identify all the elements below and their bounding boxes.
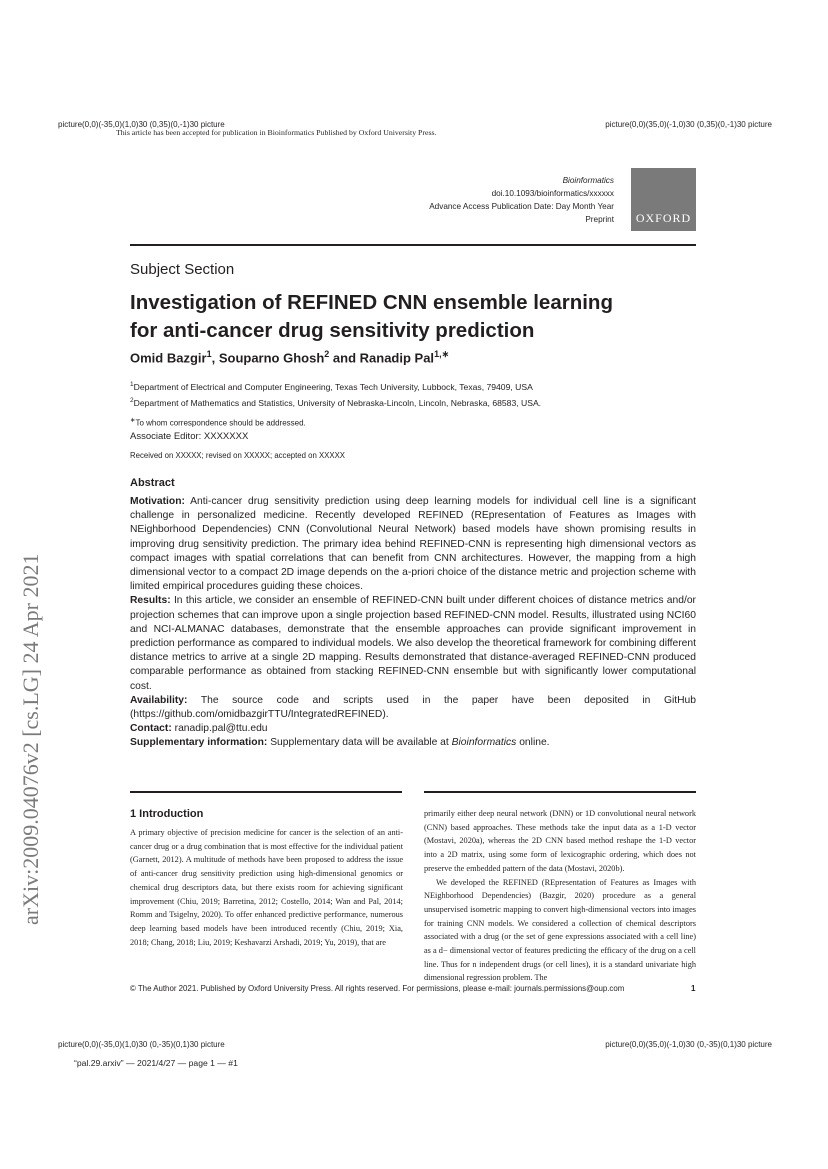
abstract-results	[130, 594, 696, 693]
supplementary-label: Supplementary information:	[130, 737, 268, 749]
advance-access: Advance Access Publication Date: Day Month Year	[429, 202, 614, 211]
intro-paragraph: A primary objective of precision medicine for cancer is the selection of an anti-cancer drug or a drug combination that is most effective for the individual patient (Garnett, 2012). A multitude of methods have been proposed to address the issue of anti-cancer drug sensitivity prediction using high-dimensional genomics or chemical drug descriptors data, but there exists room for achieving significant improvement (Chiu, 2019; Barretina, 2012; Costello, 2014; Wan and Pal, 2014; Romm and Tsigelny, 2020). To offer enhanced predictive performance, numerous deep learning based models have been introduced recently (Chiu, 2019; Xia, 2018; Chang, 2018; Liu, 2019; Keshavarzi Arshadi, 2019; Yu, 2019), that are	[130, 828, 403, 947]
abstract-motivation	[130, 495, 696, 594]
affiliation-text: Department of Electrical and Computer Engineering, Texas Tech University, Lubbock, Texas, 79409, USA	[133, 381, 533, 392]
supplementary-text: Supplementary data will be available at	[270, 737, 449, 749]
correspondence-sup: ∗	[130, 417, 136, 424]
intro-right-column	[424, 807, 696, 985]
author-sup: 1	[206, 349, 212, 359]
availability-text: The source code and scripts used in the paper have been deposited in GitHub (https://github.com/omidbazgirTTU/IntegratedREFINED).	[130, 694, 696, 721]
author-separator: and	[329, 350, 360, 366]
author-sup: 1,∗	[434, 349, 450, 359]
availability-label: Availability:	[130, 694, 188, 706]
correspondence-text: To whom correspondence should be addressed.	[135, 418, 306, 428]
title-line-2: for anti-cancer drug sensitivity prediction	[130, 319, 535, 342]
contact-label: Contact:	[130, 723, 172, 735]
abstract-contact	[130, 722, 696, 736]
affiliation-sup: 1	[130, 381, 134, 388]
author-list	[130, 349, 449, 365]
affiliation-1	[130, 378, 541, 394]
oxford-logo-text: OXFORD	[635, 211, 692, 225]
title-line-1: Investigation of REFINED CNN ensemble learning	[130, 291, 613, 314]
journal-meta	[314, 174, 614, 226]
associate-editor: Associate Editor: XXXXXXX	[130, 431, 249, 442]
author-separator: ,	[211, 350, 219, 366]
latex-artifact-bottom-right: picture(0,0)(35,0)(-1,0)30 (0,-35)(0,1)30 picture	[605, 1040, 772, 1049]
affiliations	[130, 378, 541, 410]
affiliation-2	[130, 394, 541, 410]
received-dates: Received on XXXXX; revised on XXXXX; accepted on XXXXX	[130, 451, 345, 460]
page-title	[130, 289, 690, 345]
author: Omid Bazgir	[130, 350, 207, 366]
latex-artifact-top-left: picture(0,0)(-35,0)(1,0)30 (0,35)(0,-1)30 picture	[58, 120, 225, 129]
author: Souparno Ghosh	[218, 350, 325, 366]
author-sup: 2	[324, 349, 330, 359]
oxford-logo	[631, 168, 696, 231]
article-type: Preprint	[585, 215, 614, 224]
contact-email[interactable]: ranadip.pal@ttu.edu	[174, 723, 268, 735]
journal-name: Bioinformatics	[562, 176, 614, 185]
subject-section: Subject Section	[130, 261, 235, 278]
supplementary-text-end: online.	[519, 737, 550, 749]
arxiv-stamp: arXiv:2009.04076v2 [cs.LG] 24 Apr 2021	[18, 553, 43, 925]
accepted-note: This article has been accepted for publication in Bioinformatics Published by Oxford University Press.	[116, 128, 437, 137]
left-column-rule	[130, 791, 402, 793]
journal-doi: doi.10.1093/bioinformatics/xxxxxx	[491, 189, 614, 198]
right-column-rule	[424, 791, 696, 793]
results-label: Results:	[130, 595, 171, 607]
latex-artifact-top-right: picture(0,0)(35,0)(-1,0)30 (0,35)(0,-1)30 picture	[605, 120, 772, 129]
header-rule	[130, 244, 696, 246]
supplementary-journal: Bioinformatics	[451, 737, 517, 749]
latex-artifact-bottom-left: picture(0,0)(-35,0)(1,0)30 (0,-35)(0,1)30 picture	[58, 1040, 225, 1049]
page-stamp: “pal.29.arxiv” — 2021/4/27 — page 1 — #1	[74, 1058, 238, 1068]
correspondence-note	[130, 414, 306, 430]
intro-heading: 1 Introduction	[130, 808, 204, 820]
intro-left-column	[130, 826, 403, 949]
author: Ranadip Pal	[359, 350, 435, 366]
affiliation-text: Department of Mathematics and Statistics, University of Nebraska-Lincoln, Lincoln, Nebraska, 68583, USA.	[133, 397, 542, 408]
abstract-body	[130, 495, 696, 751]
motivation-text: Anti-cancer drug sensitivity prediction using deep learning models for individual cell line is a significant challenge in personalized medicine. Recently developed REFINED (REpresentation of Features as Images with NEighborhood Dependencies) CNN (Convolutional Neural Network) based models have shown promising results in improving drug sensitivity prediction. The primary idea behind REFINED-CNN is representing high dimensional vectors as compact images with spatial correlations that can benefit from CNN architectures. However, the mapping from a high dimensional vector to a compact 2D image depends on the a-priori choice of the distance metric and projection scheme with limited empirical procedures guiding these choices.	[130, 496, 696, 593]
intro-paragraph: We developed the REFINED (REpresentation of Features as Images with NEighborhood Dependencies) (Bazgir, 2020) procedure as a general unsupervised isometric mapping to convert high-dimensional vectors into images for training CNN models. We considered a collection of chemical descriptors associated with a drug (or the set of gene expressions associated with a cell line) as a d− dimensional vector of features predicting the efficacy of the drug on a cell line. Thus for n independent drugs (or cell lines), it is a standard univariate high dimensional regression problem. The	[424, 877, 696, 983]
affiliation-sup: 2	[130, 396, 134, 404]
abstract-supplementary	[130, 736, 696, 750]
copyright-line: © The Author 2021. Published by Oxford University Press. All rights reserved. For permissions, please e-mail: journals.permissions@oup.com	[130, 984, 625, 993]
page-number: 1	[691, 984, 696, 993]
motivation-label: Motivation:	[130, 496, 185, 507]
abstract-availability	[130, 694, 696, 722]
abstract-heading: Abstract	[130, 477, 175, 489]
results-text: In this article, we consider an ensemble of REFINED-CNN built under different choices of distance metrics and/or projection schemes that can improve upon a single projection based REFINED-CNN model. Results, illustrated using NCI60 and NCI-ALMANAC databases, demonstrate that the ensemble approaches can provide significant improvement in prediction performance as compared to individual models. We also develop the theoretical framework for combining different distance metrics to arrive at a single 2D mapping. Results demonstrated that distance-averaged REFINED-CNN produced comparable performance as obtained from stacking REFINED-CNN ensemble but with significantly lower computational cost.	[130, 595, 696, 692]
intro-paragraph: primarily either deep neural network (DNN) or 1D convolutional neural network (CNN) based approaches. These methods take the input data as a 1-D vector (Mostavi, 2020a), whereas the 2D CNN based method reshape the 1-D vector into a 2D matrix, using some form of lexicographic ordering, which does not preserve the embedded pattern of the data (Mostavi, 2020b).	[424, 809, 696, 873]
